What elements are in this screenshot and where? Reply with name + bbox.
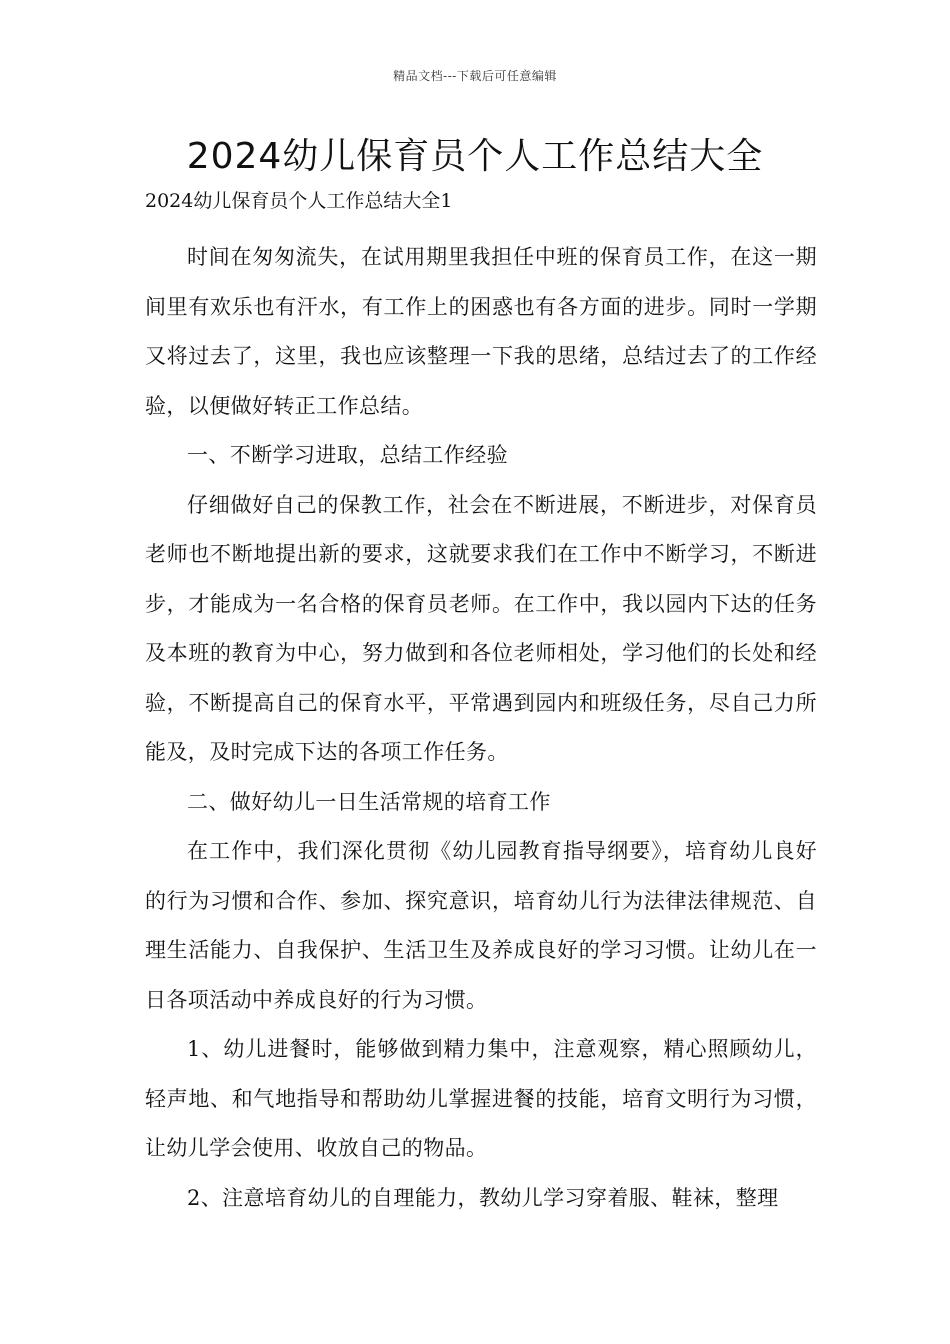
document-subtitle: 2024幼儿保育员个人工作总结大全1 <box>145 190 453 212</box>
list-item-1: 1、幼儿进餐时，能够做到精力集中，注意观察，精心照顾幼儿，轻声地、和气地指导和帮助幼儿掌握进餐的技能，培育文明行为习惯，让幼儿学会使用、收放自己的物品。 <box>145 1037 817 1160</box>
section-heading-2: 二、做好幼儿一日生活常规的培育工作 <box>187 789 551 814</box>
header-note: 精品文档---下载后可任意编辑 <box>393 69 557 83</box>
list-item-2: 2、注意培育幼儿的自理能力，教幼儿学习穿着服、鞋袜，整理 <box>187 1185 779 1210</box>
section-heading-1: 一、不断学习进取，总结工作经验 <box>187 443 508 467</box>
paragraph-intro: 时间在匆匆流失，在试用期里我担任中班的保育员工作，在这一期间里有欢乐也有汗水，有工作上的困惑也有各方面的进步。同时一学期又将过去了，这里，我也应该整理一下我的思绪，总结过去了的工作经验，以便做好转正工作总结。 <box>145 245 817 418</box>
document-title: 2024幼儿保育员个人工作总结大全 <box>186 136 764 177</box>
paragraph-section-1: 仔细做好自己的保教工作，社会在不断进展，不断进步，对保育员老师也不断地提出新的要求，这就要求我们在工作中不断学习，不断进步，才能成为一名合格的保育员老师。在工作中，我以园内下达的任务及本班的教育为中心，努力做到和各位老师相处，学习他们的长处和经验，不断提高自己的保育水平，平常遇到园内和班级任务，尽自己力所能及，及时完成下达的各项工作任务。 <box>145 492 817 764</box>
paragraph-section-2: 在工作中，我们深化贯彻《幼儿园教育指导纲要》，培育幼儿良好的行为习惯和合作、参加、探究意识，培育幼儿行为法律法律规范、自理生活能力、自我保护、生活卫生及养成良好的学习习惯。让幼儿在一日各项活动中养成良好的行为习惯。 <box>145 839 817 1012</box>
document-body <box>145 233 817 1223</box>
